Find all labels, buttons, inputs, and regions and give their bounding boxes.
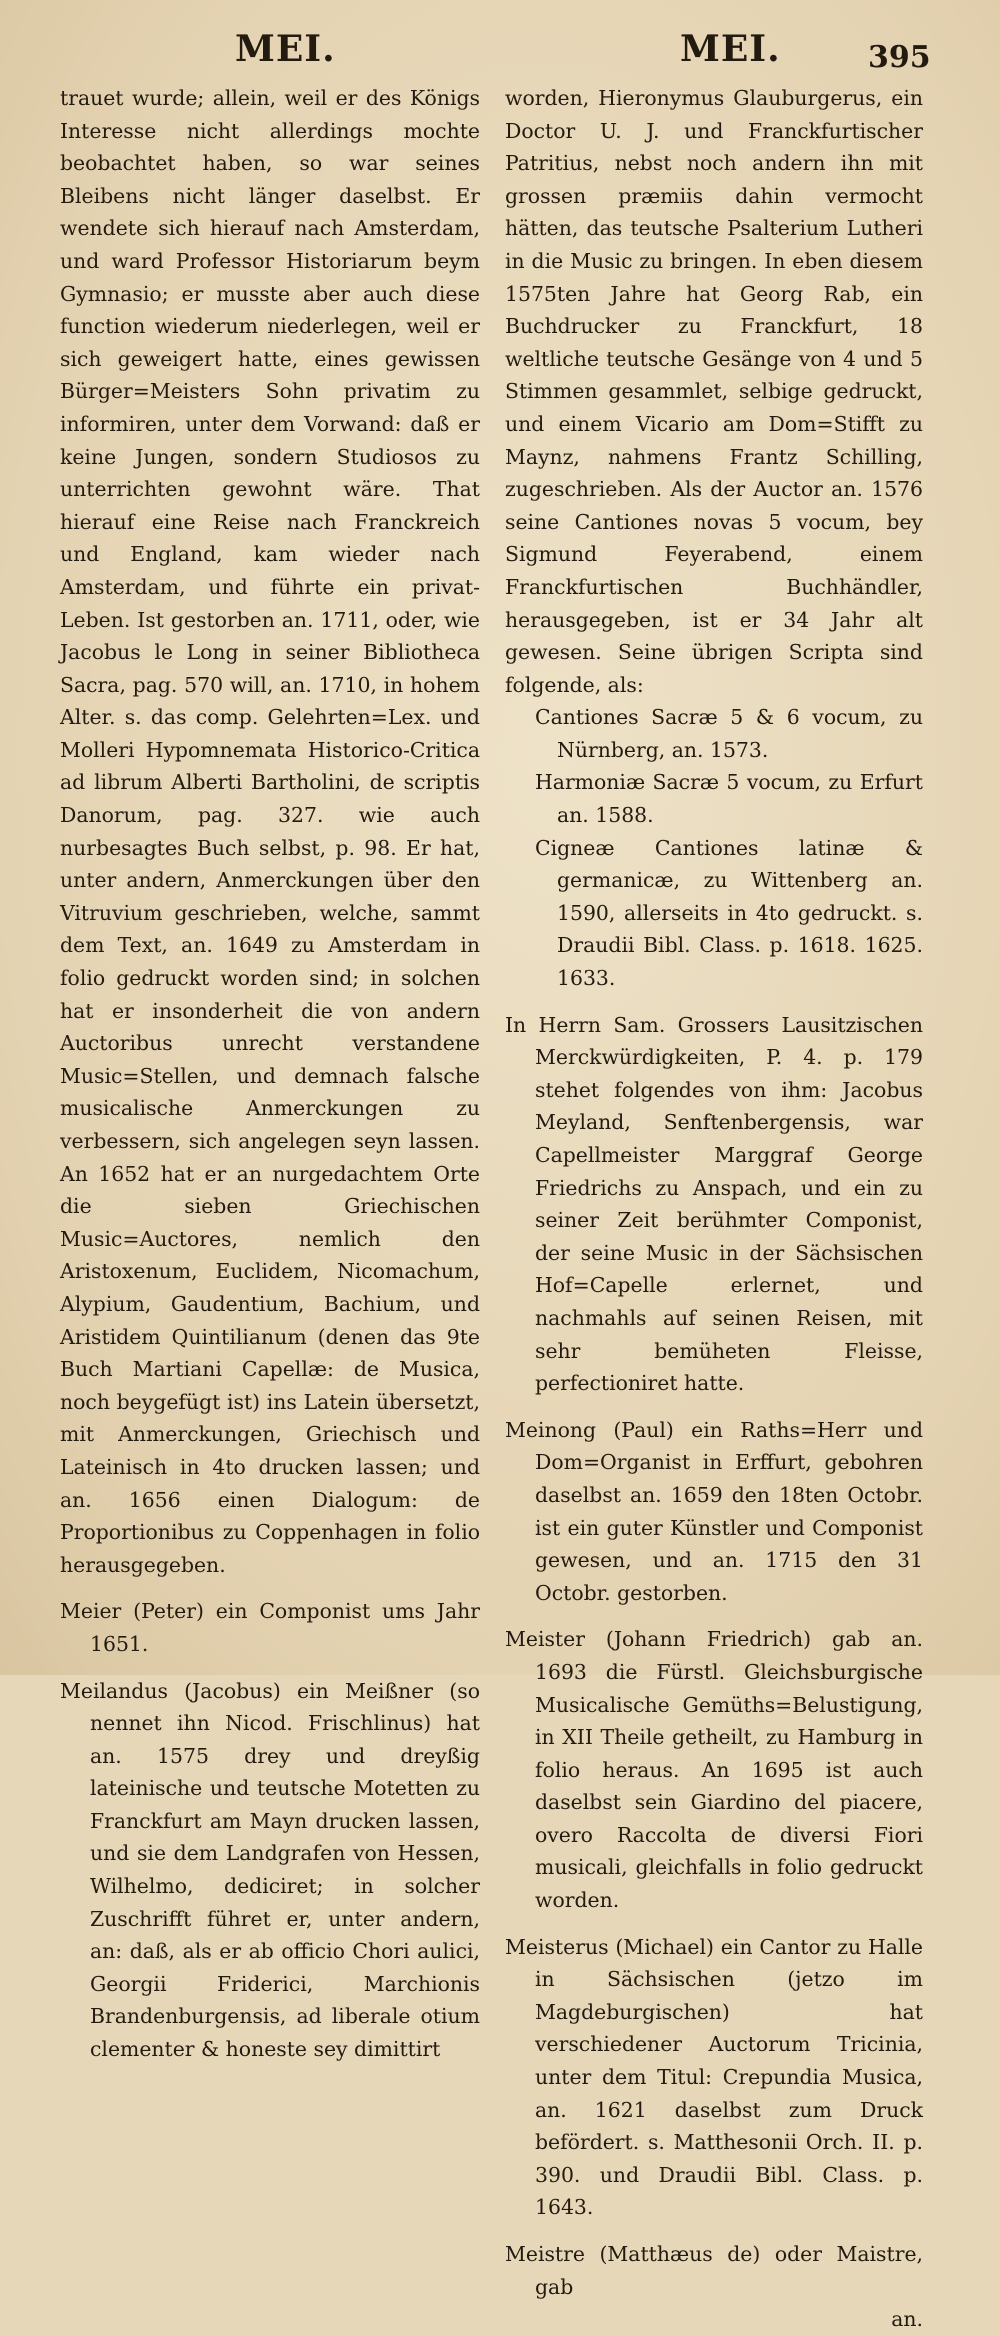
entry-meinong: Meinong (Paul) ein Raths=Herr und Dom=Organist in Erffurt, gebohren daselbst an. 1659 den 18ten Octobr. ist ein guter Künstler und Componist gewesen, und an. 1715 den 31 Octobr. gestorben. [505, 1417, 923, 1605]
left-column [60, 82, 480, 2066]
catchword: an. [891, 2307, 923, 2332]
running-head-left: MEI. [235, 28, 336, 70]
continued-paragraph-right: worden, Hieronymus Glauburgerus, ein Doctor U. J. und Franckfurtischer Patritius, nebst noch andern ihn mit grossen præmiis dahin vermocht hätten, das teutsche Psalterium Lutheri in die Music zu bringen. In eben diesem 1575ten Jahre hat Georg Rab, ein Buchdrucker zu Franckfurt, 18 weltliche teutsche Gesänge von 4 und 5 Stimmen gesammlet, selbige gedruckt, und einem Vicario am Dom=Stifft zu Maynz, nahmens Frantz Schilling, zugeschrieben. Als der Auctor an. 1576 seine Cantiones novas 5 vocum, bey Sigmund Feyerabend, einem Franckfurtischen Buchhändler, herausgegeben, ist er 34 Jahr alt gewesen. Seine übrigen Scripta sind folgende, als: [505, 86, 923, 697]
right-column [505, 82, 923, 2336]
entry-meilandus: Meilandus (Jacobus) ein Meißner (so nennet ihn Nicod. Frischlinus) hat an. 1575 drey und dreyßig lateinische und teutsche Motetten zu Franckfurt am Mayn drucken lassen, und sie dem Landgrafen von Hessen, Wilhelmo, dediciret; in solcher Zuschrifft führet er, unter andern, an: daß, als er ab officio Chori aulici, Georgii Friderici, Marchionis Brandenburgensis, ad liberale otium clementer & honeste sey dimittirt [60, 1678, 480, 2062]
entry-meisterus: Meisterus (Michael) ein Cantor zu Halle in Sächsischen (jetzo im Magdeburgischen) hat verschiedener Auctorum Tricinia, unter dem Titul: Crepundia Musica, an. 1621 daselbst zum Druck befördert. s. Matthesonii Orch. II. p. 390. und Draudii Bibl. Class. p. 1643. [505, 1934, 923, 2220]
entry-meister: Meister (Johann Friedrich) gab an. 1693 die Fürstl. Gleichsburgische Musicalische Gemüths=Belustigung, in XII Theile getheilt, zu Hamburg in folio heraus. An 1695 ist auch daselbst sein Giardino del piacere, overo Raccolta de diversi Fiori musicali, gleichfalls in folio gedruckt worden. [505, 1627, 923, 1913]
work-item: Harmoniæ Sacræ 5 vocum, zu Erfurt an. 1588. [535, 770, 923, 828]
entry-meistre: Meistre (Matthæus de) oder Maistre, gab [505, 2242, 923, 2299]
running-head-right: MEI. [680, 28, 781, 70]
work-item: Cantiones Sacræ 5 & 6 vocum, zu Nürnberg, an. 1573. [535, 705, 923, 762]
continued-paragraph: trauet wurde; allein, weil er des Königs Interesse nicht allerdings mochte beobachtet haben, so war seines Bleibens nicht länger daselbst. Er wendete sich hierauf nach Amsterdam, und ward Professor Historiarum beym Gymnasio; er musste aber auch diese function wiederum niederlegen, weil er sich geweigert hatte, eines gewissen Bürger=Meisters Sohn privatim zu informiren, unter dem Vorwand: daß er keine Jungen, sondern Studiosos zu unterrichten gewohnt wäre. That hierauf eine Reise nach Franckreich und England, kam wieder nach Amsterdam, und führte ein privat-Leben. Ist gestorben an. 1711, oder, wie Jacobus le Long in seiner Bibliotheca Sacra, pag. 570 will, an. 1710, in hohem Alter. s. das comp. Gelehrten=Lex. und Molleri Hypomnemata Historico-Critica ad librum Alberti Bartholini, de scriptis Danorum, pag. 327. wie auch nurbesagtes Buch selbst, p. 98. Er hat, unter andern, Anmerckungen über den Vitruvium geschrieben, welche, sammt dem Text, an. 1649 zu Amsterdam in folio gedruckt worden sind; in solchen hat er insonderheit die von andern Auctoribus unrecht verstandene Music=Stellen, und demnach falsche musicalische Anmerckungen zu verbessern, sich angelegen seyn lassen. An 1652 hat er an nurgedachtem Orte die sieben Griechischen Music=Auctores, nemlich den Aristoxenum, Euclidem, Nicomachum, Alypium, Gaudentium, Bachium, und Aristidem Quintilianum (denen das 9te Buch Martiani Capellæ: de Musica, noch beygefügt ist) ins Latein übersetzt, mit Anmerckungen, Griechisch und Lateinisch in 4to drucken lassen; und an. 1656 einen Dialogum: de Proportionibus zu Coppenhagen in folio herausgegeben. [60, 86, 480, 1577]
work-item: Cigneæ Cantiones latinæ & germanicæ, zu Wittenberg an. 1590, allerseits in 4to gedruckt. s. Draudii Bibl. Class. p. 1618. 1625. 1633. [535, 835, 923, 991]
page-number: 395 [868, 40, 931, 75]
entry-meier: Meier (Peter) ein Componist ums Jahr 1651. [60, 1599, 480, 1656]
grosser-citation: In Herrn Sam. Grossers Lausitzischen Merckwürdigkeiten, P. 4. p. 179 stehet folgendes von ihm: Jacobus Meyland, Senftenbergensis, war Capellmeister Marggraf George Friedrichs zu Anspach, und ein zu seiner Zeit berühmter Componist, der seine Music in der Sächsischen Hof=Capelle erlernet, und nachmahls auf seinen Reisen, mit sehr bemüheten Fleisse, perfectioniret hatte. [505, 1012, 923, 1396]
